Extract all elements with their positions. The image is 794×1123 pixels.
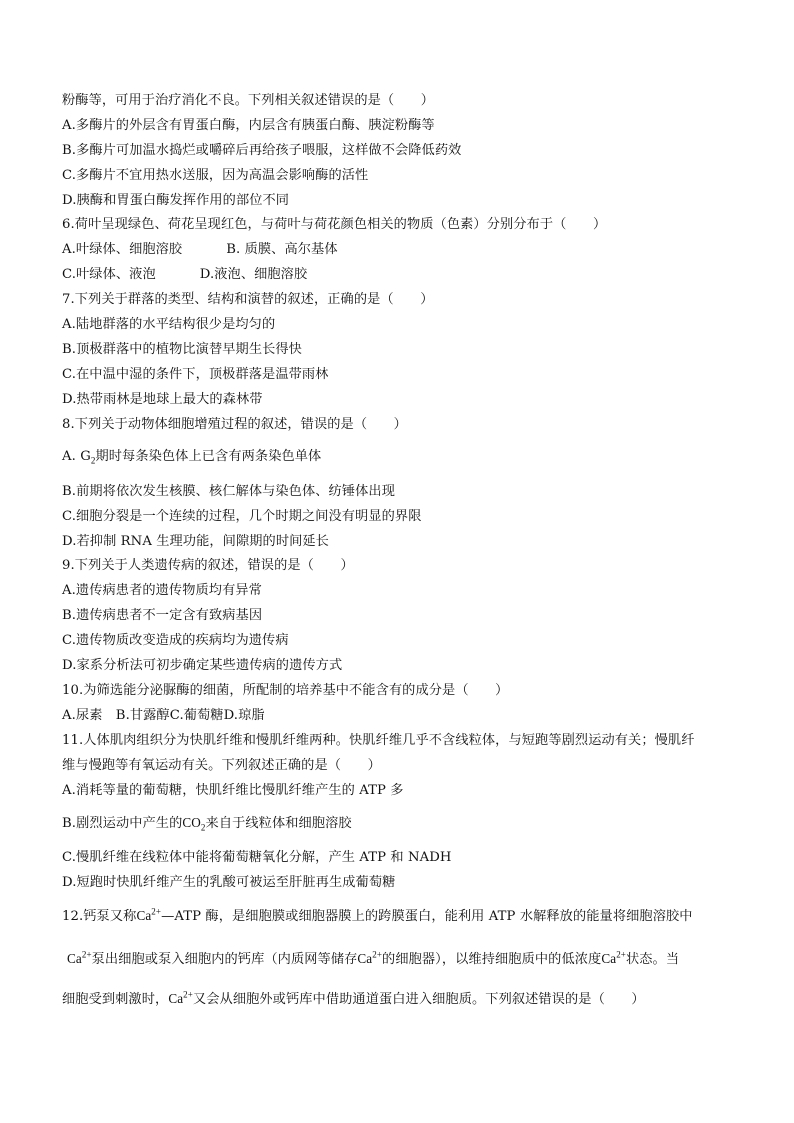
- q12-l3-text-a: 细胞受到刺激时，: [62, 992, 169, 1007]
- q5-option-c: C.多酶片不宜用热水送服，因为高温会影响酶的活性: [62, 168, 369, 183]
- q6-option-d: D.液泡、细胞溶胶: [199, 267, 308, 282]
- q6-option-a: A.叶绿体、细胞溶胶: [62, 242, 183, 257]
- q10-stem: 10.为筛选能分泌脲酶的细菌，所配制的培养基中不能含有的成分是（ ）: [62, 683, 509, 698]
- q12-l2-text-c: 状态。当: [625, 952, 680, 967]
- q6-stem: 6.荷叶呈现绿色、荷花呈现红色，与荷叶与荷花颜色相关的物质（色素）分别分布于（ ）: [62, 217, 607, 232]
- q12-l3-ca: Ca: [168, 991, 184, 1006]
- q9-option-b: B.遗传病患者不一定含有致病基因: [62, 608, 263, 623]
- q12-l3-charge: 2+: [183, 989, 193, 1000]
- q9-option-d: D.家系分析法可初步确定某些遗传病的遗传方式: [62, 658, 343, 673]
- q9-option-a: A.遗传病患者的遗传物质均有异常: [62, 583, 262, 598]
- q11-option-a: A.消耗等量的葡萄糖，快肌纤维比慢肌纤维产生的 ATP 多: [62, 783, 404, 798]
- q12-stem-line1: [62, 907, 742, 926]
- q12-l2-text-b: 的细胞器），以维持细胞质中的低浓度: [382, 952, 602, 967]
- q5-option-b: B.多酶片可加温水捣烂或嚼碎后再给孩子喂服，这样做不会降低药效: [62, 143, 462, 158]
- q7-option-c: C.在中温中湿的条件下，顶极群落是温带雨林: [62, 367, 329, 382]
- q11-option-c: C.慢肌纤维在线粒体中能将葡萄糖氧化分解，产生 ATP 和 NADH: [62, 850, 452, 865]
- q5-option-a: A.多酶片的外层含有胃蛋白酶，内层含有胰蛋白酶、胰淀粉酶等: [62, 118, 435, 133]
- q9-stem: 9.下列关于人类遗传病的叙述，错误的是（ ）: [62, 558, 354, 573]
- q12-l2-ca-2: Ca: [357, 951, 373, 966]
- q11-option-b-co: CO: [182, 815, 201, 830]
- q6-options-ab: [62, 241, 742, 259]
- q8-option-a-prefix: A. G: [62, 449, 91, 464]
- q8-option-d: D.若抑制 RNA 生理功能，间隙期的时间延长: [62, 534, 329, 549]
- q9-option-c: C.遗传物质改变造成的疾病均为遗传病: [62, 633, 289, 648]
- q11-option-d: D.短跑时快肌纤维产生的乳酸可被运至肝脏再生成葡萄糖: [62, 875, 396, 890]
- q11-option-b: [62, 814, 742, 833]
- q8-option-b: B.前期将依次发生核膜、核仁解体与染色体、纺锤体出现: [62, 484, 395, 499]
- q12-l1-text: —ATP 酶，是细胞膜或细胞器膜上的跨膜蛋白，能利用 ATP 水解释放的能量将细胞溶胶中: [161, 909, 693, 924]
- q7-stem: 7.下列关于群落的类型、结构和演替的叙述，正确的是（ ）: [62, 292, 434, 307]
- q12-stem-line2: [67, 950, 747, 969]
- q7-option-d: D.热带雨林是地球上最大的森林带: [62, 392, 263, 407]
- q11-stem-line1: 11.人体肌肉组织分为快肌纤维和慢肌纤维两种。快肌纤维几乎不含线粒体，与短跑等剧烈运动有关；慢肌纤: [62, 733, 695, 748]
- q8-option-a: [62, 448, 742, 466]
- q8-option-c: C.细胞分裂是一个连续的过程，几个时期之间没有明显的界限: [62, 509, 422, 524]
- q12-l3-text-b: 又会从细胞外或钙库中借助通道蛋白进入细胞质。下列叙述错误的是（ ）: [192, 992, 645, 1007]
- q6-option-c: C.叶绿体、液泡: [62, 267, 156, 282]
- q12-l2-charge-1: 2+: [81, 949, 92, 960]
- q11-stem-line2: 维与慢跑等有氧运动有关。下列叙述正确的是（ ）: [62, 758, 381, 773]
- q8-stem: 8.下列关于动物体细胞增殖过程的叙述，错误的是（ ）: [62, 417, 407, 432]
- q11-option-b-prefix: B.剧烈运动中产生的: [62, 816, 183, 831]
- q8-option-a-text: 期时每条染色体上已含有两条染色单体: [95, 449, 322, 464]
- q7-option-a: A.陆地群落的水平结构很少是均匀的: [62, 317, 276, 332]
- q11-option-b-subscript: 2: [200, 822, 206, 833]
- q12-l2-ca-3: Ca: [601, 951, 617, 966]
- q10-options: A.尿素 B.甘露醇C.葡萄糖D.琼脂: [62, 708, 265, 723]
- q12-l1-ca: Ca: [136, 908, 152, 923]
- q6-option-b: B. 质膜、高尔基体: [226, 242, 338, 257]
- q12-stem-line3: [62, 990, 742, 1009]
- q8-option-a-subscript: 2: [90, 455, 96, 466]
- q5-option-d: D.胰酶和胃蛋白酶发挥作用的部位不同: [62, 193, 290, 208]
- q6-options-cd: [62, 266, 742, 284]
- q11-option-b-text: 来自于线粒体和细胞溶胶: [205, 816, 352, 831]
- q12-l1-charge: 2+: [151, 906, 162, 917]
- q12-l2-charge-2: 2+: [372, 949, 383, 960]
- q12-l2-charge-3: 2+: [616, 949, 626, 960]
- q12-l1-prefix: 12.钙泵又称: [62, 909, 137, 924]
- q7-option-b: B.顶极群落中的植物比演替早期生长得快: [62, 342, 302, 357]
- q5-stem: 粉酶等，可用于治疗消化不良。下列相关叙述错误的是（ ）: [62, 93, 435, 108]
- q12-l2-text-a: 泵出细胞或泵入细胞内的钙库（内质网等储存: [91, 952, 358, 967]
- q12-l2-ca-1: Ca: [67, 951, 82, 966]
